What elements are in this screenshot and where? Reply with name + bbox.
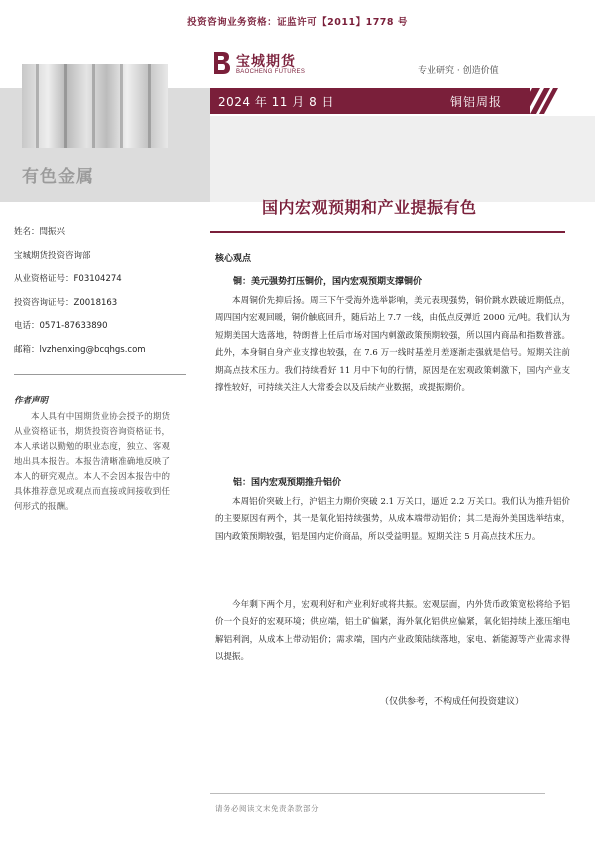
author-statement-body: 本人具有中国期货业协会授予的期货从业资格证书，期货投资咨询资格证书，本人承诺以勤勉的职业态度，独立、客观地出具本报告。本报告清晰准确地反映了本人的研究观点。本人不会因本报告中的具体推荐意见或观点而直接或间接收到任何形式的报酬。 — [14, 412, 170, 512]
aluminum-paragraph-2: 今年剩下两个月，宏观利好和产业利好或将共振。宏观层面，内外货币政策宽松将给予铝价一个良好的宏观环境；供应端，铝土矿偏紧，海外氧化铝供应偏紧，氧化铝持续上涨压缩电解铝利润，从成本上带动铝价；需求端，国内产业政策陆续落地，家电、新能源等产业需求得以提振。 — [215, 600, 570, 663]
copper-paragraph: 本周铜价先抑后扬。周三下午受海外选举影响，美元表现强势，铜价跳水跌破近期低点，周四国内宏观回暖，铜价触底回升，随后站上 7.7 一线，由低点反弹近 2000 元/吨。我们认为短期美国大选落地，特朗普上任后市场对国内刺激政策预期较强，所以国内商品和指数普涨。此外，本身铜自身产业支撑也较强，在 7.6 万一线时基差月差逐渐走强就是信号。短期关注前期高点技术压力。我们持续看好 11 月中下旬的行情，原因是在宏观政策刺激下，国内产业支撑性较好，可持续关注人大常委会以及后续产业数据，或提振期价。 — [215, 296, 570, 394]
title-gray-band — [210, 116, 595, 202]
sector-label: 有色金属 — [22, 167, 94, 187]
qualification-line: 投资咨询业务资格：证监许可【2011】1778 号 — [187, 17, 408, 28]
decorative-stripes-icon — [500, 88, 560, 114]
report-date: 2024 年 11 月 8 日 — [218, 95, 335, 109]
footer-disclaimer: 请务必阅读文末免责条款部分 — [215, 804, 319, 813]
report-type: 铜铝周报 — [450, 95, 503, 109]
slogan: 专业研究 · 创造价值 — [418, 66, 499, 76]
author-statement-title: 作者声明 — [14, 396, 49, 406]
aluminum-paragraph-1: 本周铝价突破上行，沪铝主力期价突破 2.1 万关口，逼近 2.2 万关口。我们认为推升铝价的主要原因有两个，其一是氧化铝持续强势，从成本端带动铝价；其二是海外美国选举结束，国内政策预期较强，铝是国内定价商品，所以受益明显。短期关注 5 月高点技术压力。 — [215, 497, 570, 542]
reference-note: （仅供参考，不构成任何投资建议） — [380, 697, 525, 707]
company-logo — [210, 50, 320, 80]
logo-mark-icon — [210, 50, 232, 76]
logo-english-name: BAOCHENG FUTURES — [236, 69, 306, 75]
copper-heading: 铜：美元强势打压铜价，国内宏观预期支撑铜价 — [233, 277, 423, 287]
metal-cover-image — [22, 64, 168, 148]
author-email[interactable]: 邮箱：lvzhenxing@bcqhgs.com — [14, 344, 146, 355]
core-view-heading: 核心观点 — [215, 254, 252, 264]
aluminum-heading: 铝：国内宏观预期推升铝价 — [233, 478, 342, 488]
sidebar-divider — [14, 374, 186, 375]
logo-chinese-name: 宝城期货 — [236, 54, 296, 70]
title-divider — [210, 231, 565, 233]
author-name: 姓名：閆振兴 — [14, 227, 66, 237]
author-department: 宝城期货投资咨询部 — [14, 250, 91, 261]
report-title: 国内宏观预期和产业提振有色 — [262, 198, 477, 217]
author-phone: 电话：0571-87633890 — [14, 321, 108, 331]
footer-divider — [210, 793, 545, 794]
author-info — [14, 225, 192, 366]
practice-license: 从业资格证号：F03104274 — [14, 274, 122, 284]
consulting-license: 投资咨询证号：Z0018163 — [14, 297, 118, 308]
